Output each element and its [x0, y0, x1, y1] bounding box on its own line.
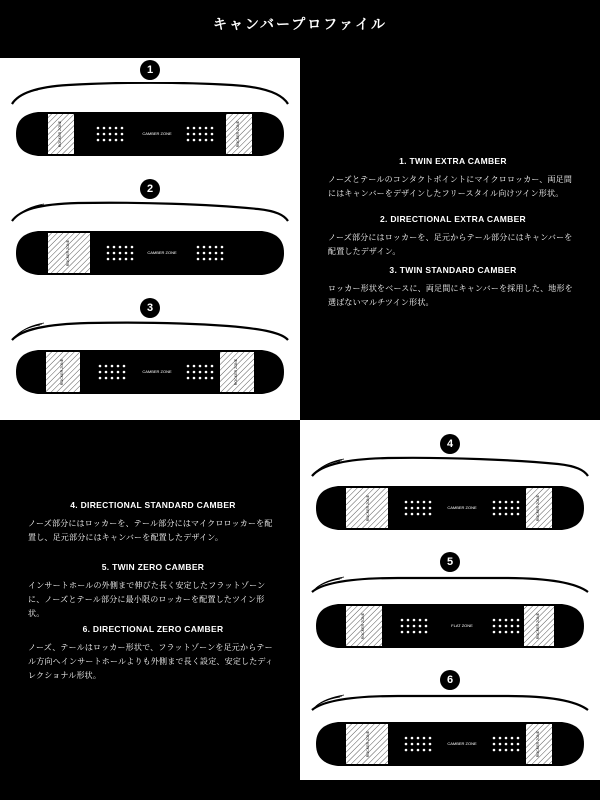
board-topview-1: [12, 108, 288, 160]
description-block-1: [328, 156, 578, 201]
svg-text:ROCKER ZONE: ROCKER ZONE: [536, 612, 540, 640]
description-block-2: [328, 214, 578, 259]
svg-text:CAMBER ZONE: CAMBER ZONE: [142, 131, 172, 136]
profile-curve-2: [8, 201, 292, 227]
profile-curve-6: [308, 692, 592, 718]
description-heading-2: 2. DIRECTIONAL EXTRA CAMBER: [380, 214, 526, 224]
board-group-2: [0, 179, 300, 289]
description-body-2: ノーズ部分にはロッカーを、足元からテール部分にはキャンバーを配置したデザイン。: [328, 233, 573, 256]
description-body-3: ロッカー形状をベースに、両足間にキャンバーを採用した、地形を選ばないマルチツイン形状。: [328, 284, 573, 307]
profile-curve-3: [8, 320, 292, 346]
board-group-6: [300, 670, 600, 780]
svg-text:ROCKER ZONE: ROCKER ZONE: [236, 120, 240, 148]
svg-text:ROCKER ZONE: ROCKER ZONE: [366, 730, 370, 758]
svg-text:ROCKER ZONE: ROCKER ZONE: [361, 612, 365, 640]
description-heading-1: 1. TWIN EXTRA CAMBER: [399, 156, 507, 166]
svg-text:ROCKER ZONE: ROCKER ZONE: [536, 730, 540, 758]
description-body-5: インサートホールの外側まで伸びた長く安定したフラットゾーンに、ノーズとテール部分に最小限のロッカーを配置したツイン形状。: [28, 581, 266, 618]
svg-text:ROCKER ZONE: ROCKER ZONE: [58, 120, 62, 148]
svg-text:CAMBER ZONE: CAMBER ZONE: [447, 741, 477, 746]
svg-text:CAMBER ZONE: CAMBER ZONE: [142, 369, 172, 374]
svg-text:ROCKER ZONE: ROCKER ZONE: [66, 239, 70, 267]
board-topview-2: [12, 227, 288, 279]
svg-text:CAMBER ZONE: CAMBER ZONE: [147, 250, 177, 255]
description-body-4: ノーズ部分にはロッカーを、テール部分にはマイクロロッカーを配置し、足元部分にはキャンバーを配置したデザイン。: [28, 519, 273, 542]
boards-panel-top: [0, 58, 300, 420]
description-heading-6: 6. DIRECTIONAL ZERO CAMBER: [82, 624, 224, 634]
badge-1: 1: [140, 60, 160, 80]
descriptions-panel-top: [300, 58, 600, 420]
page-title: キャンバープロファイル: [212, 16, 388, 32]
badge-2: 2: [140, 179, 160, 199]
svg-text:CAMBER ZONE: CAMBER ZONE: [447, 505, 477, 510]
svg-text:ROCKER ZONE: ROCKER ZONE: [60, 358, 64, 386]
badge-4: 4: [440, 434, 460, 454]
svg-text:ROCKER ZONE: ROCKER ZONE: [234, 358, 238, 386]
description-body-6: ノーズ、テールはロッカー形状で、フラットゾーンを足元からテール方向へインサートホールよりも外側まで長く設定、安定したディレクショナル形状。: [28, 643, 274, 680]
svg-text:FLAT ZONE: FLAT ZONE: [451, 623, 473, 628]
svg-text:ROCKER ZONE: ROCKER ZONE: [366, 494, 370, 522]
profile-curve-5: [308, 574, 592, 600]
board-topview-6: [312, 718, 588, 770]
board-topview-4: [312, 482, 588, 534]
profile-curve-1: [8, 82, 292, 108]
board-group-3: [0, 298, 300, 408]
description-heading-5: 5. TWIN ZERO CAMBER: [101, 562, 205, 572]
description-heading-3: 3. TWIN STANDARD CAMBER: [389, 265, 517, 275]
svg-text:ROCKER ZONE: ROCKER ZONE: [536, 494, 540, 522]
badge-6: 6: [440, 670, 460, 690]
badge-3: 3: [140, 298, 160, 318]
description-block-4: [28, 500, 278, 545]
board-group-5: [300, 552, 600, 662]
description-block-3: [328, 265, 578, 310]
badge-5: 5: [440, 552, 460, 572]
board-group-1: [0, 60, 300, 170]
board-topview-3: [12, 346, 288, 398]
boards-panel-bottom: [300, 420, 600, 780]
descriptions-panel-bottom: [0, 420, 300, 780]
description-heading-4: 4. DIRECTIONAL STANDARD CAMBER: [70, 500, 236, 510]
description-block-5: [28, 562, 278, 621]
profile-curve-4: [308, 456, 592, 482]
board-topview-5: [312, 600, 588, 652]
description-block-6: [28, 624, 278, 683]
description-body-1: ノーズとテールのコンタクトポイントにマイクロロッカー、両足間にはキャンバーをデザインしたフリースタイル向けツイン形状。: [328, 175, 573, 198]
board-group-4: [300, 434, 600, 544]
